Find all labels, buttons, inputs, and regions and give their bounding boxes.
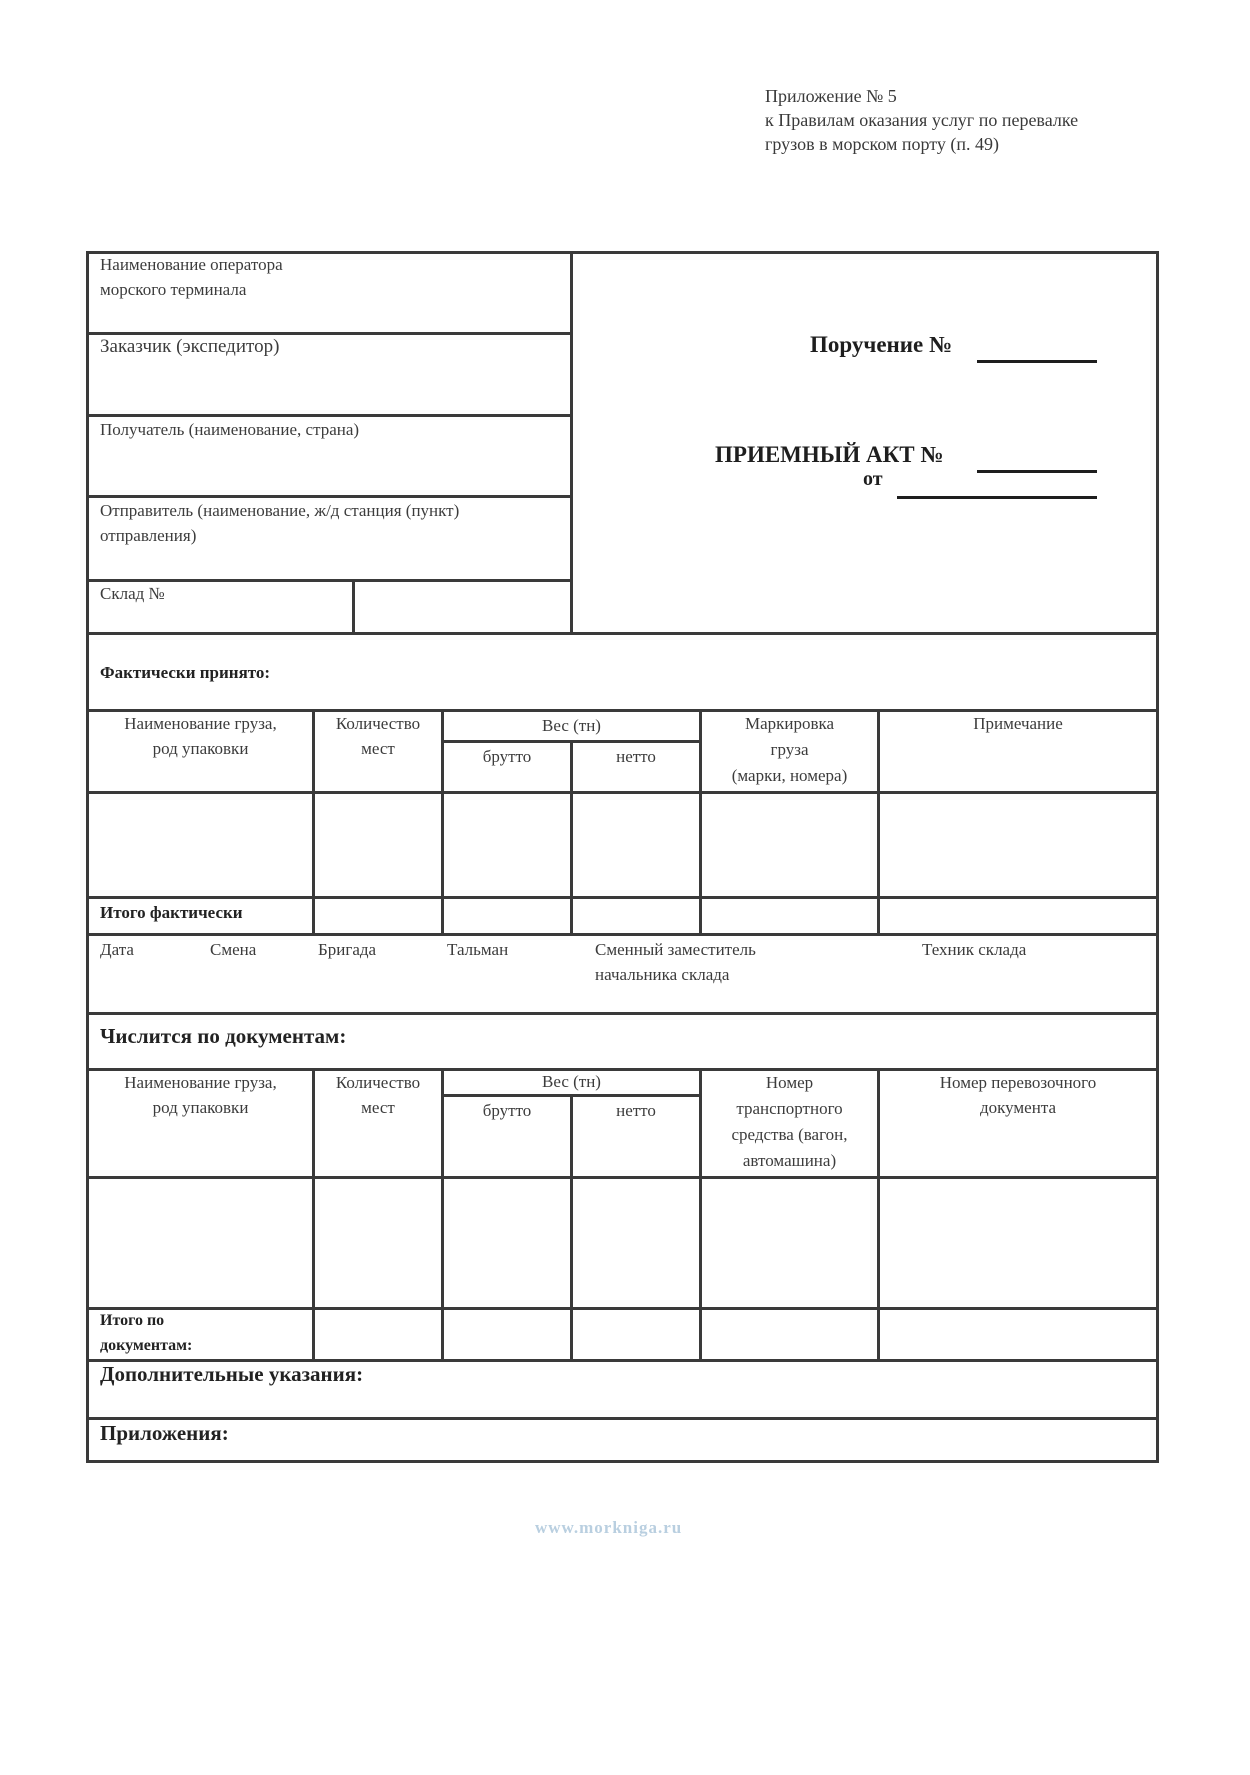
date-label: от — [863, 468, 883, 490]
docs-col-net: нетто — [616, 1101, 656, 1120]
col-line — [570, 740, 573, 935]
act-label: ПРИЕМНЫЙ АКТ № — [715, 442, 944, 467]
actual-total-label: Итого фактически — [100, 903, 243, 922]
warehouse-number-field[interactable] — [356, 583, 568, 631]
sign-tallyman: Тальман — [447, 940, 509, 959]
documents-section-title: Числится по документам: — [100, 1024, 347, 1048]
frame-left — [86, 251, 89, 1463]
row-line — [86, 791, 1159, 794]
warehouse-label: Склад № — [100, 584, 165, 603]
docs-total-line-1: Итого по — [100, 1312, 165, 1329]
warehouse-divider — [352, 579, 355, 634]
docs-col-weight: Вес (тн) — [542, 1072, 601, 1091]
docs-col-doc-number — [880, 1070, 1156, 1120]
row-line — [86, 933, 1159, 936]
sender-label-line-2: отправления) — [100, 526, 197, 545]
sender-label — [100, 498, 459, 548]
sender-label-line-1: Отправитель (наименование, ж/д станция (пункт) — [100, 501, 460, 520]
docs-col-cargo — [89, 1070, 312, 1120]
appendix-line-1: Приложение № 5 — [765, 86, 897, 106]
row-line — [86, 1307, 1159, 1310]
actual-col-weight: Вес (тн) — [542, 716, 601, 735]
row-line — [86, 1176, 1159, 1179]
top-divider — [570, 251, 573, 634]
col-qty-line-2: мест — [361, 1098, 395, 1117]
sign-shift: Смена — [210, 940, 257, 959]
docs-col-vehicle — [702, 1070, 877, 1174]
actual-col-net: нетто — [616, 747, 656, 766]
row-line — [86, 1417, 1159, 1420]
frame-bottom — [86, 1460, 1159, 1463]
col-vehicle-line-4: автомашина) — [742, 1151, 837, 1170]
operator-label-line-1: Наименование оператора — [100, 255, 283, 274]
col-qty-line-2: мест — [361, 739, 395, 758]
act-date-blank[interactable] — [897, 496, 1097, 499]
actual-col-gross: брутто — [482, 747, 532, 766]
col-vehicle-line-2: транспортного — [736, 1099, 843, 1118]
col-cargo-line-1: Наименование груза, — [124, 714, 277, 733]
docs-col-gross: брутто — [482, 1101, 532, 1120]
actual-col-marking — [702, 711, 877, 789]
customer-label: Заказчик (экспедитор) — [100, 336, 280, 357]
act-number-blank[interactable] — [977, 470, 1097, 473]
appendix-line-2: к Правилам оказания услуг по перевалке — [765, 110, 1079, 130]
col-doc-line-1: Номер перевозочного — [939, 1073, 1097, 1092]
extra-instructions-title: Дополнительные указания: — [100, 1362, 364, 1386]
docs-total-line-2: документам: — [100, 1337, 193, 1354]
frame-right — [1156, 251, 1159, 1463]
col-marking-line-3: (марки, номера) — [731, 766, 848, 785]
order-number-blank[interactable] — [977, 360, 1097, 363]
col-marking-line-1: Маркировка — [744, 714, 835, 733]
col-qty-line-1: Количество — [335, 1073, 421, 1092]
col-doc-line-2: документа — [979, 1098, 1057, 1117]
sign-deputy — [595, 937, 756, 987]
docs-total-label — [100, 1308, 192, 1358]
sign-deputy-line-1: Сменный заместитель — [595, 940, 756, 959]
col-vehicle-line-1: Номер — [765, 1073, 814, 1092]
actual-col-cargo — [89, 711, 312, 761]
row-line — [86, 632, 1159, 635]
actual-col-note: Примечание — [973, 714, 1063, 733]
col-line — [877, 709, 880, 935]
docs-col-qty — [315, 1070, 441, 1120]
col-cargo-line-2: род упаковки — [152, 1098, 249, 1117]
col-cargo-line-1: Наименование груза, — [124, 1073, 277, 1092]
attachments-title: Приложения: — [100, 1421, 229, 1445]
watermark: www.morkniga.ru — [535, 1518, 683, 1537]
actual-section-title: Фактически принято: — [100, 663, 271, 682]
sign-brigade: Бригада — [318, 940, 377, 959]
actual-col-qty — [315, 711, 441, 761]
order-label: Поручение № — [810, 332, 953, 357]
sign-deputy-line-2: начальника склада — [595, 965, 730, 984]
operator-label-line-2: морского терминала — [100, 280, 247, 299]
col-marking-line-2: груза — [770, 740, 809, 759]
col-line — [441, 709, 444, 935]
col-line — [570, 1094, 573, 1361]
recipient-label: Получатель (наименование, страна) — [100, 420, 360, 439]
col-cargo-line-2: род упаковки — [152, 739, 249, 758]
row-line — [86, 896, 1159, 899]
sign-technician: Техник склада — [922, 940, 1027, 959]
row-line — [86, 1012, 1159, 1015]
appendix-note — [765, 84, 1078, 156]
appendix-line-3: грузов в морском порту (п. 49) — [765, 134, 1000, 154]
sign-date: Дата — [100, 940, 134, 959]
col-qty-line-1: Количество — [335, 714, 421, 733]
col-vehicle-line-3: средства (вагон, — [731, 1125, 848, 1144]
operator-label — [100, 252, 283, 302]
